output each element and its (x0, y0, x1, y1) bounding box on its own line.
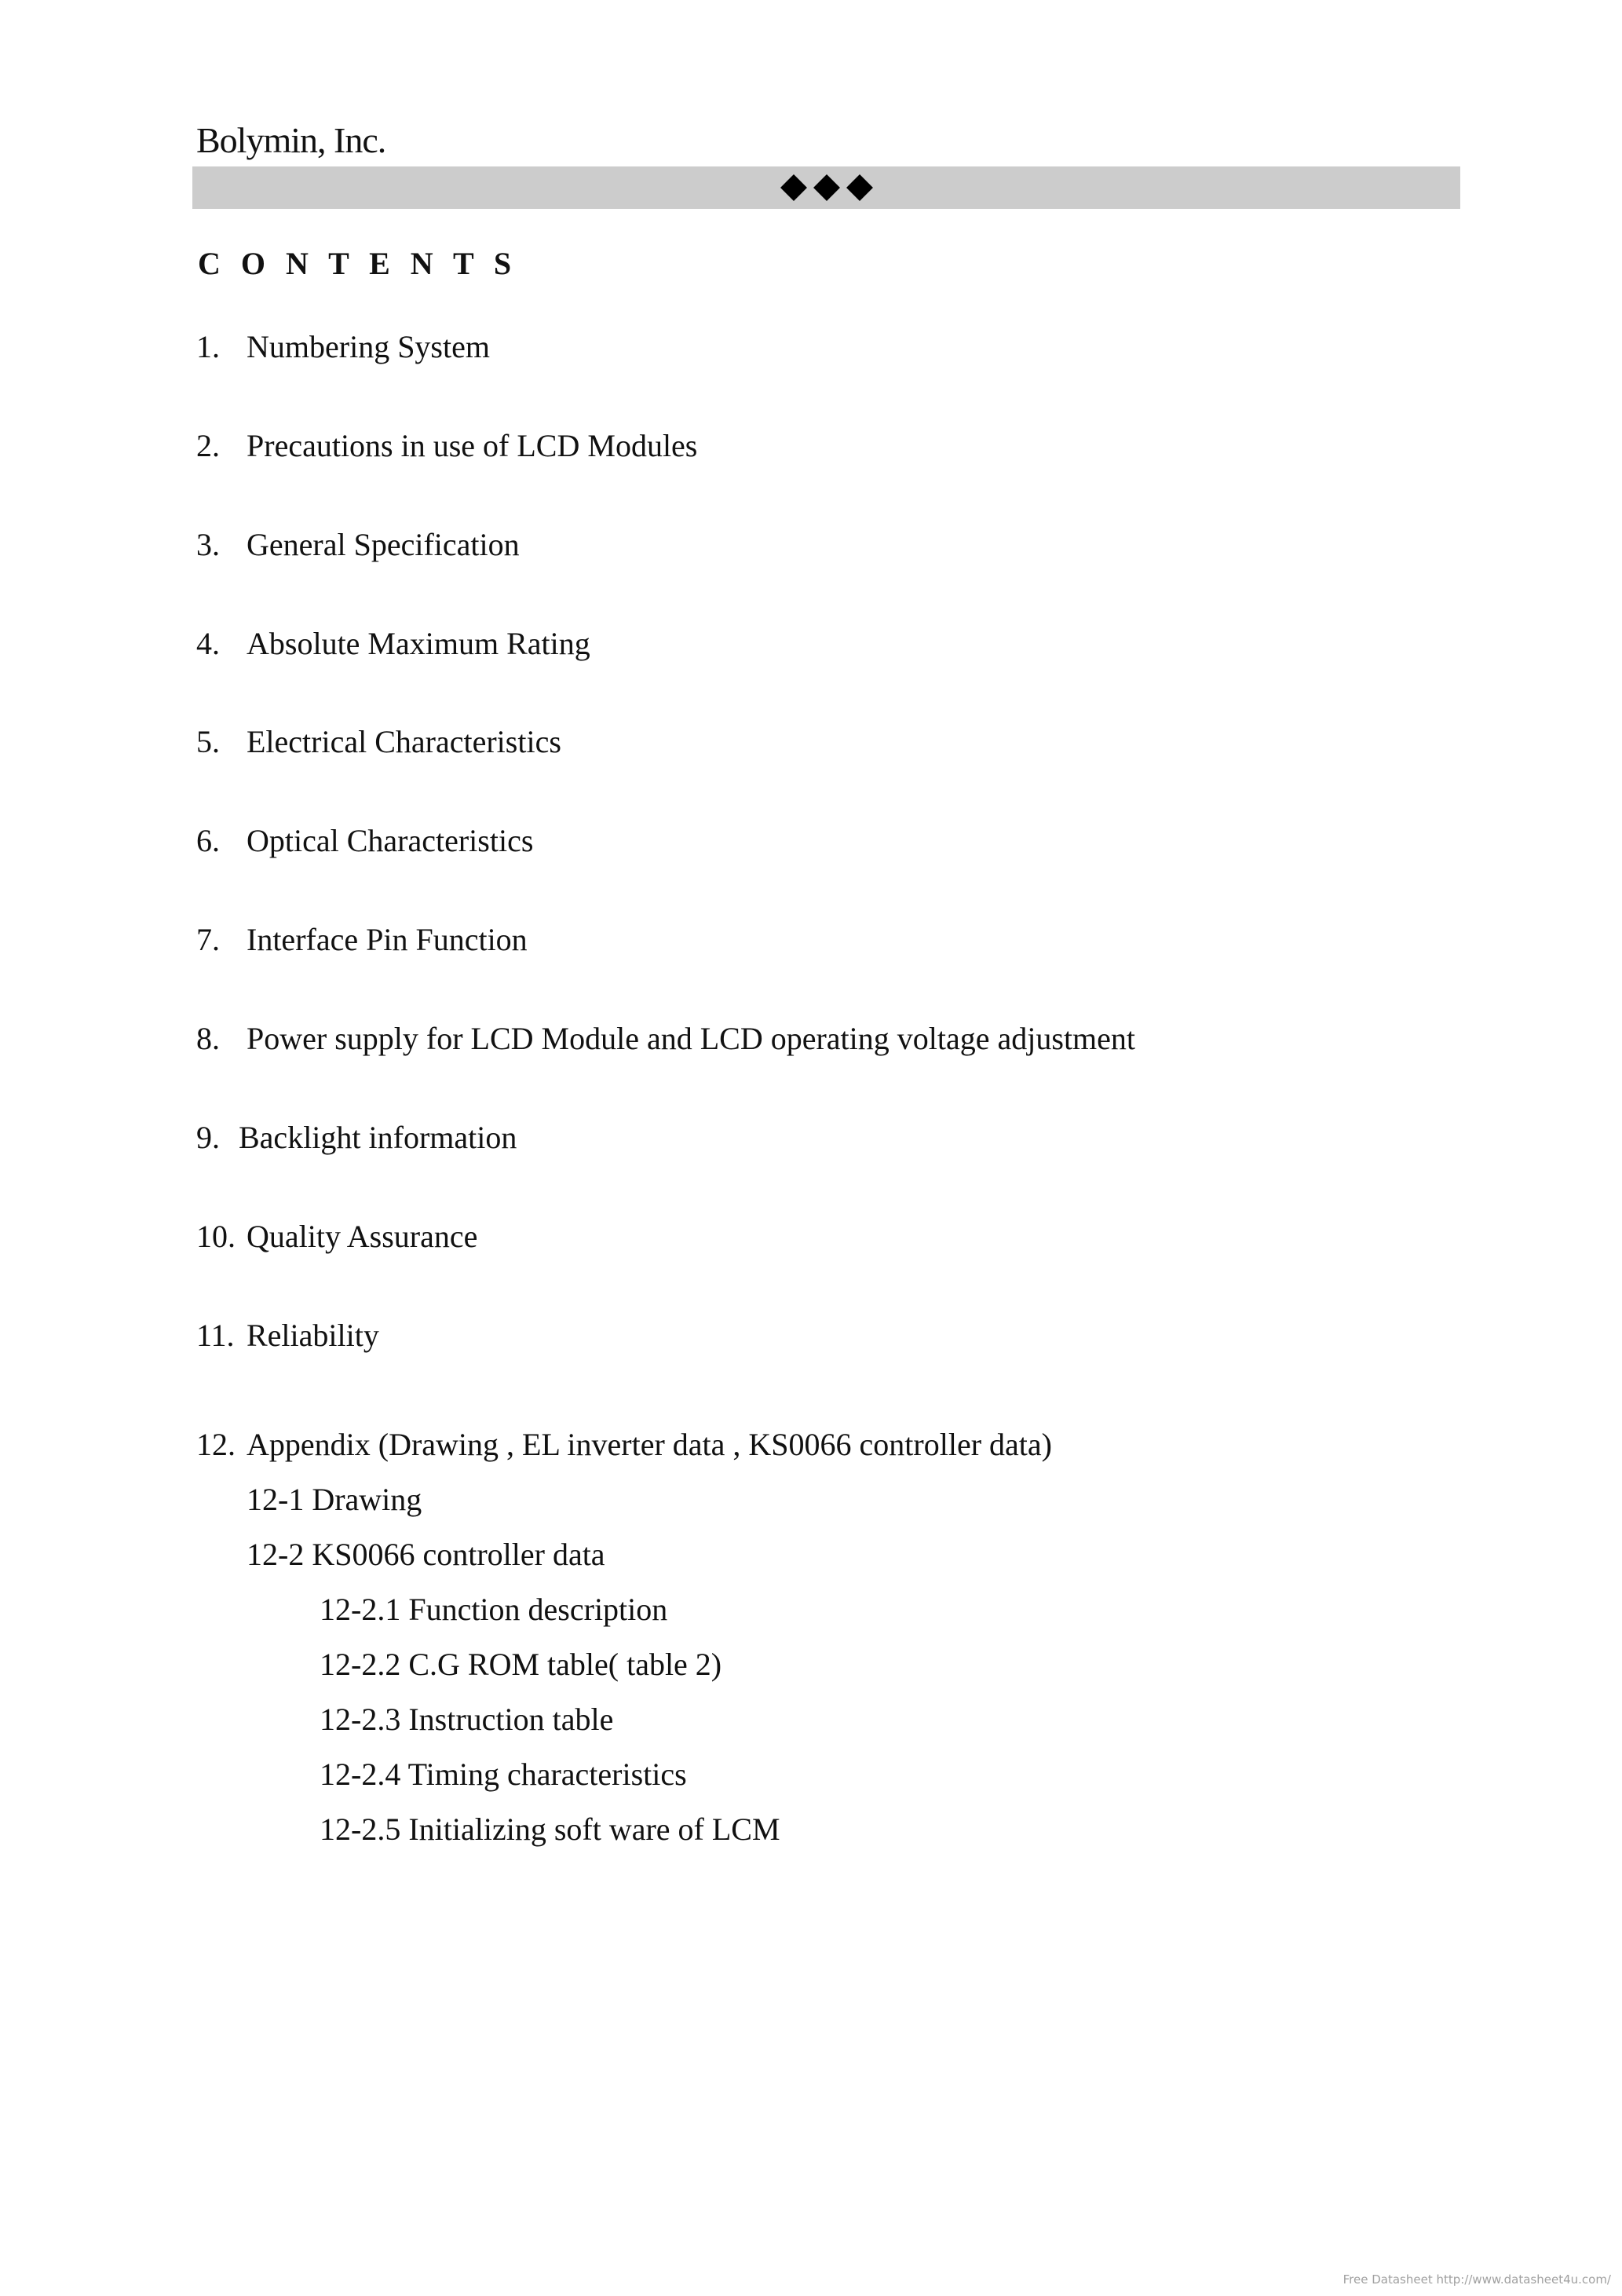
toc-item: 9. Backlight information (196, 1120, 517, 1155)
toc-title: Optical Characteristics (247, 823, 534, 858)
toc-title: Appendix (Drawing , EL inverter data , KS0066 controller data) (247, 1427, 1052, 1462)
appendix-subsubitem: 12-2.3 Instruction table (320, 1702, 614, 1737)
appendix-subsubitem: 12-2.4 Timing characteristics (320, 1757, 687, 1792)
toc-title: Absolute Maximum Rating (247, 626, 590, 661)
contents-heading: C O N T E N T S (198, 246, 518, 281)
appendix-subitem: 12-2 KS0066 controller data (247, 1537, 605, 1572)
toc-title: General Specification (247, 527, 520, 562)
toc-item: 10. Quality Assurance (196, 1219, 478, 1254)
company-name: Bolymin, Inc. (196, 120, 386, 160)
diamond-icon (813, 174, 840, 201)
toc-item: 4. Absolute Maximum Rating (196, 626, 590, 661)
toc-item: 8. Power supply for LCD Module and LCD operating voltage adjustment (196, 1021, 1136, 1056)
diamond-ornament (192, 166, 1460, 209)
toc-title: Electrical Characteristics (247, 724, 561, 759)
toc-item: 6. Optical Characteristics (196, 823, 534, 858)
footer-watermark: Free Datasheet http://www.datasheet4u.com/ (1343, 2272, 1611, 2287)
toc-item: 12. Appendix (Drawing , EL inverter data , KS0066 controller data) (196, 1427, 1052, 1462)
toc-title: Precautions in use of LCD Modules (247, 428, 698, 463)
toc-title: Numbering System (247, 329, 490, 364)
appendix-subsubitem: 12-2.5 Initializing soft ware of LCM (320, 1812, 780, 1847)
appendix-subsubitem: 12-2.2 C.G ROM table( table 2) (320, 1647, 722, 1682)
toc-title: Reliability (247, 1318, 379, 1353)
toc-item: 11. Reliability (196, 1318, 379, 1353)
toc-title: Backlight information (239, 1120, 517, 1155)
diamond-icon (846, 174, 873, 201)
header-bar (192, 166, 1460, 209)
appendix-subsubitem: 12-2.1 Function description (320, 1592, 668, 1627)
toc-item: 5. Electrical Characteristics (196, 724, 561, 759)
toc-item: 3. General Specification (196, 527, 520, 562)
diamond-icon (780, 174, 807, 201)
toc-item: 2. Precautions in use of LCD Modules (196, 428, 698, 463)
toc-item: 7. Interface Pin Function (196, 922, 528, 957)
toc-item: 1. Numbering System (196, 329, 490, 364)
appendix-subitem: 12-1 Drawing (247, 1482, 422, 1517)
toc-title: Quality Assurance (247, 1219, 478, 1254)
toc-title: Power supply for LCD Module and LCD operating voltage adjustment (247, 1021, 1136, 1056)
toc-title: Interface Pin Function (247, 922, 528, 957)
